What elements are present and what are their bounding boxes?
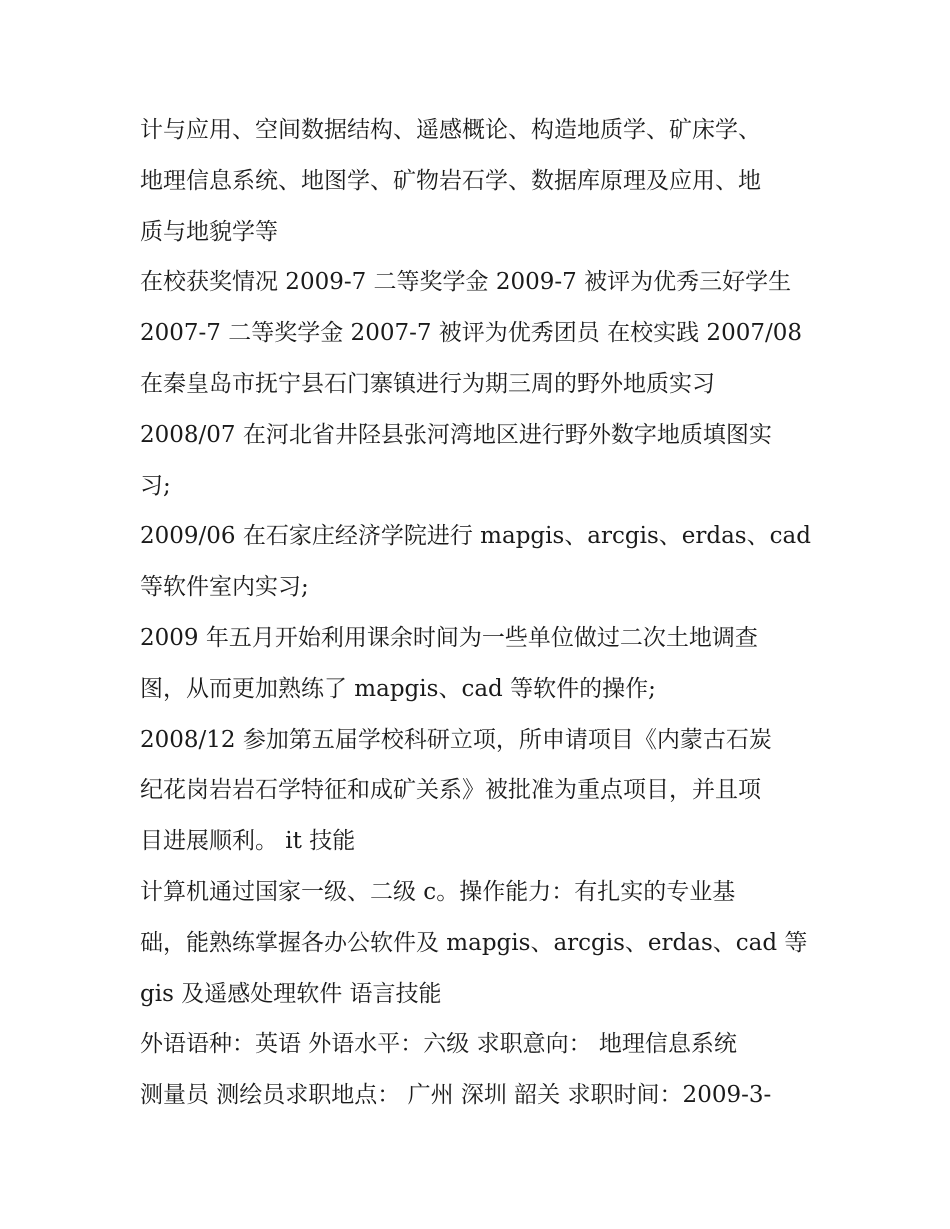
text-line: 2009 年五月开始利用课余时间为一些单位做过二次土地调查: [140, 624, 758, 651]
text-line: 等软件室内实习;: [140, 574, 309, 601]
document-body: [140, 105, 820, 1121]
text-line: 质与地貌学等: [140, 218, 278, 245]
text-line: 图，从而更加熟练了 mapgis、cad 等软件的操作;: [140, 675, 656, 702]
text-line: 纪花岗岩岩石学特征和成矿关系》被批准为重点项目，并且项: [140, 777, 761, 804]
text-line: gis 及遥感处理软件 语言技能: [140, 980, 442, 1007]
text-line: 计与应用、空间数据结构、遥感概论、构造地质学、矿床学、: [140, 117, 761, 143]
text-line: 外语语种：英语 外语水平：六级 求职意向： 地理信息系统: [140, 1031, 737, 1058]
text-line: 目进展顺利。 it 技能: [140, 828, 356, 855]
text-line: 2009/06 在石家庄经济学院进行 mapgis、arcgis、erdas、cad: [140, 523, 811, 550]
text-line: 习;: [140, 472, 171, 499]
text-line: 2008/12 参加第五届学校科研立项，所申请项目《内蒙古石炭: [140, 726, 772, 753]
text-line: 础，能熟练掌握各办公软件及 mapgis、arcgis、erdas、cad 等: [140, 929, 808, 956]
text-line: 在秦皇岛市抚宁县石门寨镇进行为期三周的野外地质实习: [140, 370, 715, 397]
text-line: 测量员 测绘员求职地点： 广州 深圳 韶关 求职时间：2009-3-: [140, 1082, 772, 1109]
text-line: 2008/07 在河北省井陉县张河湾地区进行野外数字地质填图实: [140, 421, 772, 448]
text-line: 计算机通过国家一级、二级 c。操作能力：有扎实的专业基: [140, 878, 736, 905]
text-line: 2007-7 二等奖学金 2007-7 被评为优秀团员 在校实践 2007/08: [140, 320, 802, 347]
text-line: 在校获奖情况 2009-7 二等奖学金 2009-7 被评为优秀三好学生: [140, 269, 792, 296]
text-line: 地理信息系统、地图学、矿物岩石学、数据库原理及应用、地: [140, 167, 761, 194]
